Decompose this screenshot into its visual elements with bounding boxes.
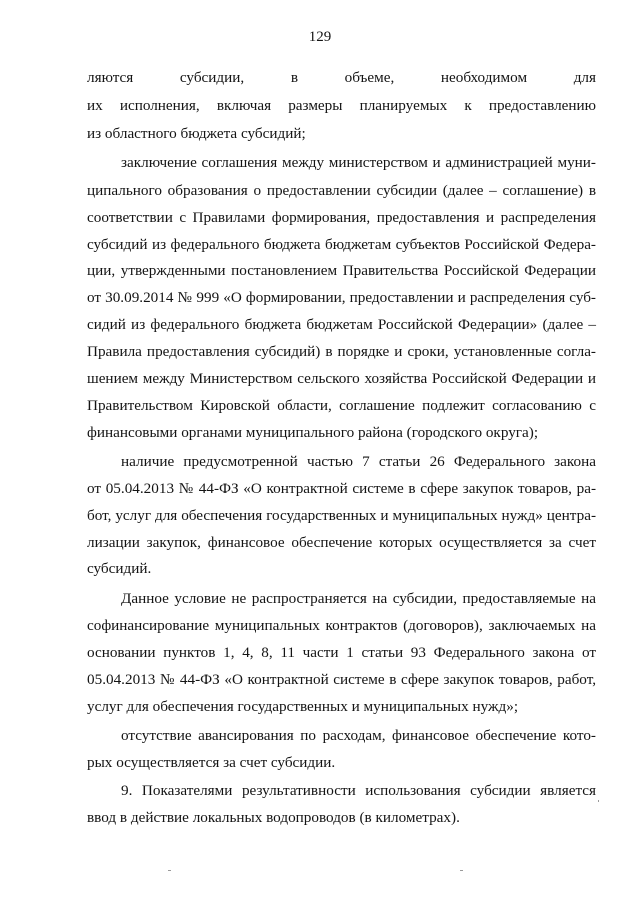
text-line: финансовыми органами муниципального района (городского округа); [87, 424, 539, 441]
text-line: софинансирование муниципальных контрактов (договоров), заключаемых на [87, 617, 596, 634]
text-line: основании пунктов 1, 4, 8, 11 части 1 статьи 93 Федерального закона от [87, 644, 596, 661]
text-line: рых осуществляется за счет субсидии. [87, 754, 336, 771]
text-line: Правительством Кировской области, соглашение подлежит согласованию с [87, 397, 596, 414]
text-line: ции, утвержденными постановлением Правительства Российской Федерации [87, 262, 596, 279]
text-line: сидий из федерального бюджета бюджетам Российской Федерации» (далее – [87, 316, 596, 333]
text-line: субсидий. [87, 560, 152, 577]
scan-speck [598, 800, 599, 802]
text-line: соответствии с Правилами формирования, предоставления и распределения [87, 209, 596, 226]
text-line: шением между Министерством сельского хозяйства Российской Федерации и [87, 370, 596, 387]
text-line: услуг для обеспечения государственных и муниципальных нужд»; [87, 698, 519, 715]
text-line: 9. Показателями результативности использования субсидии является [121, 782, 596, 799]
text-line: наличие предусмотренной частью 7 статьи 26 Федерального закона [121, 453, 596, 470]
scan-speck [168, 870, 171, 871]
text-line: их исполнения, включая размеры планируемых к предоставлению [87, 97, 596, 114]
text-line: бот, услуг для обеспечения государственных и муниципальных нужд» центра- [87, 507, 596, 524]
text-line: Правила предоставления субсидий) в порядке и сроки, установленные согла- [87, 343, 596, 360]
text-line: от 30.09.2014 № 999 «О формировании, предоставлении и распределения суб- [87, 289, 596, 306]
text-line: от 05.04.2013 № 44-ФЗ «О контрактной системе в сфере закупок товаров, ра- [87, 480, 596, 497]
text-line: ципального образования о предоставлении субсидии (далее – соглашение) в [87, 182, 596, 199]
text-line: лизации закупок, финансовое обеспечение которых осуществляется за счет [87, 534, 596, 551]
page-number: 129 [308, 29, 332, 45]
text-line: 05.04.2013 № 44-ФЗ «О контрактной системе в сфере закупок товаров, работ, [87, 671, 596, 688]
text-line: ввод в действие локальных водопроводов (в километрах). [87, 809, 460, 826]
text-line: субсидий из федерального бюджета бюджетам субъектов Российской Федера- [87, 236, 596, 253]
text-line: ляются субсидии, в объеме, необходимом для [87, 69, 596, 86]
text-line: заключение соглашения между министерством и администрацией муни- [121, 154, 596, 171]
text-line: отсутствие авансирования по расходам, финансовое обеспечение кото- [121, 727, 596, 744]
text-line: из областного бюджета субсидий; [87, 125, 306, 142]
text-line: Данное условие не распространяется на субсидии, предоставляемые на [121, 590, 596, 607]
scan-speck [460, 870, 463, 871]
